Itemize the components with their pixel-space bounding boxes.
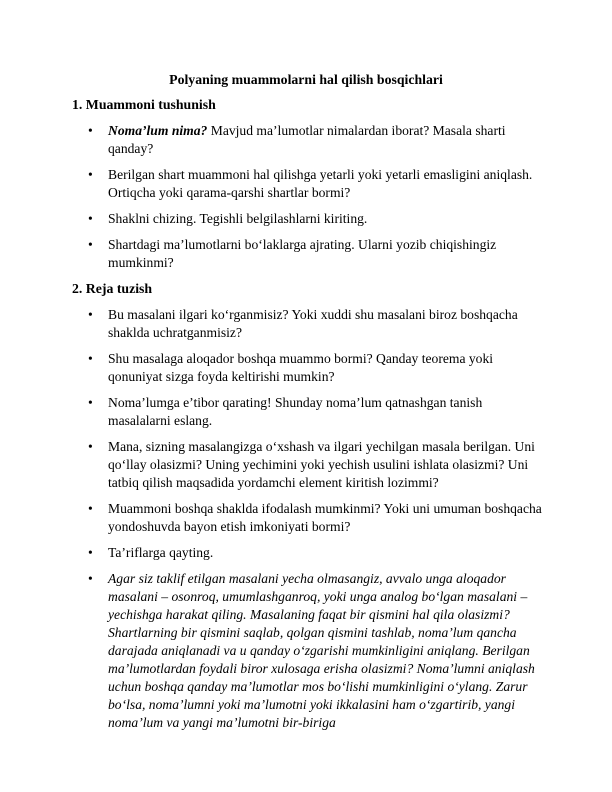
item-text: Agar siz taklif etilgan masalani yecha olmasangiz, avvalo unga aloqador masalani – osonroq, umumlashganroq, yoki unga analog bo‘lgan masalani – yechishga harakat qiling. Masalaning faqat bir qismini hal qila olasizmi? Shartlarning bir qismini saqlab, qolgan qismini tashlab, noma’lum qancha darajada aniqlanadi va u qanday o‘zgarishi mumkinligini aniqlang. Berilgan ma’lumotlardan foydali biror xulosaga erisha olasizmi? Noma’lumni aniqlash uchun boshqa qanday ma’lumotlar mos bo‘lishi mumkinligini o‘ylang. Zarur bo‘lsa, noma’lumni yoki ma’lumotni yoki ikkalasini ham o‘zgartirib, yangi noma’lum va yangi ma’lumotni bir-biriga [108,571,535,730]
document-title: Polyaning muammolarni hal qilish bosqichlari [169,72,443,87]
item-text: Shu masalaga aloqador boshqa muammo bormi? Qanday teorema yoki qonuniyat sizga foyda keltirishi mumkin? [108,351,494,384]
item-lead: Noma’lum nima? [108,123,208,138]
section-heading-understanding: 1. Muammoni tushunish [72,97,216,112]
item-text: Berilgan shart muammoni hal qilishga yetarli yoki yetarli emasligini aniqlash. Ortiqcha yoki qarama-qarshi shartlar bormi? [108,167,533,200]
item-text: Muammoni boshqa shaklda ifodalash mumkinmi? Yoki uni umuman boshqacha yondoshuvda bayon etish imkoniyati bormi? [108,501,542,534]
list-item [88,210,548,228]
list-item [88,544,548,562]
item-text: Shaklni chizing. Tegishli belgilashlarni kiriting. [108,211,368,226]
list-item [88,438,548,492]
list-item [88,236,548,272]
bullet-icon: • [88,307,93,322]
item-text: Ta’riflarga qayting. [108,545,214,560]
list-item [88,306,548,342]
item-text: Bu masalani ilgari ko‘rganmisiz? Yoki xuddi shu masalani biroz boshqacha shaklda uchratganmisiz? [108,307,518,340]
bullet-icon: • [88,545,93,560]
item-text: Noma’lumga e’tibor qarating! Shunday noma’lum qatnashgan tanish masalalarni eslang. [108,395,483,428]
list-item [88,500,548,536]
bullet-icon: • [88,237,93,252]
list-item [88,166,548,202]
list-item [88,350,548,386]
list-item [88,570,548,732]
bullet-icon: • [88,167,93,182]
bullet-icon: • [88,211,93,226]
item-text: Shartdagi ma’lumotlarni bo‘laklarga ajrating. Ularni yozib chiqishingiz mumkinmi? [108,237,497,270]
bullet-icon: • [88,395,93,410]
bullet-icon: • [88,571,93,586]
section-heading-planning: 2. Reja tuzish [72,281,153,296]
list-item [88,122,548,158]
bullet-icon: • [88,501,93,516]
item-text: Mavjud ma’lumotlar nimalardan iborat? Masala sharti qanday? [108,123,506,156]
list-item [88,394,548,430]
bullet-icon: • [88,439,93,454]
bullet-icon: • [88,351,93,366]
item-text: Mana, sizning masalangizga o‘xshash va ilgari yechilgan masala berilgan. Uni qo‘llay olasizmi? Uning yechimini yoki yechish usulini ishlata olasizmi? Uni tatbiq qilish maqsadida yordamchi element kiritish lozimmi? [108,439,535,490]
bullet-icon: • [88,123,93,138]
